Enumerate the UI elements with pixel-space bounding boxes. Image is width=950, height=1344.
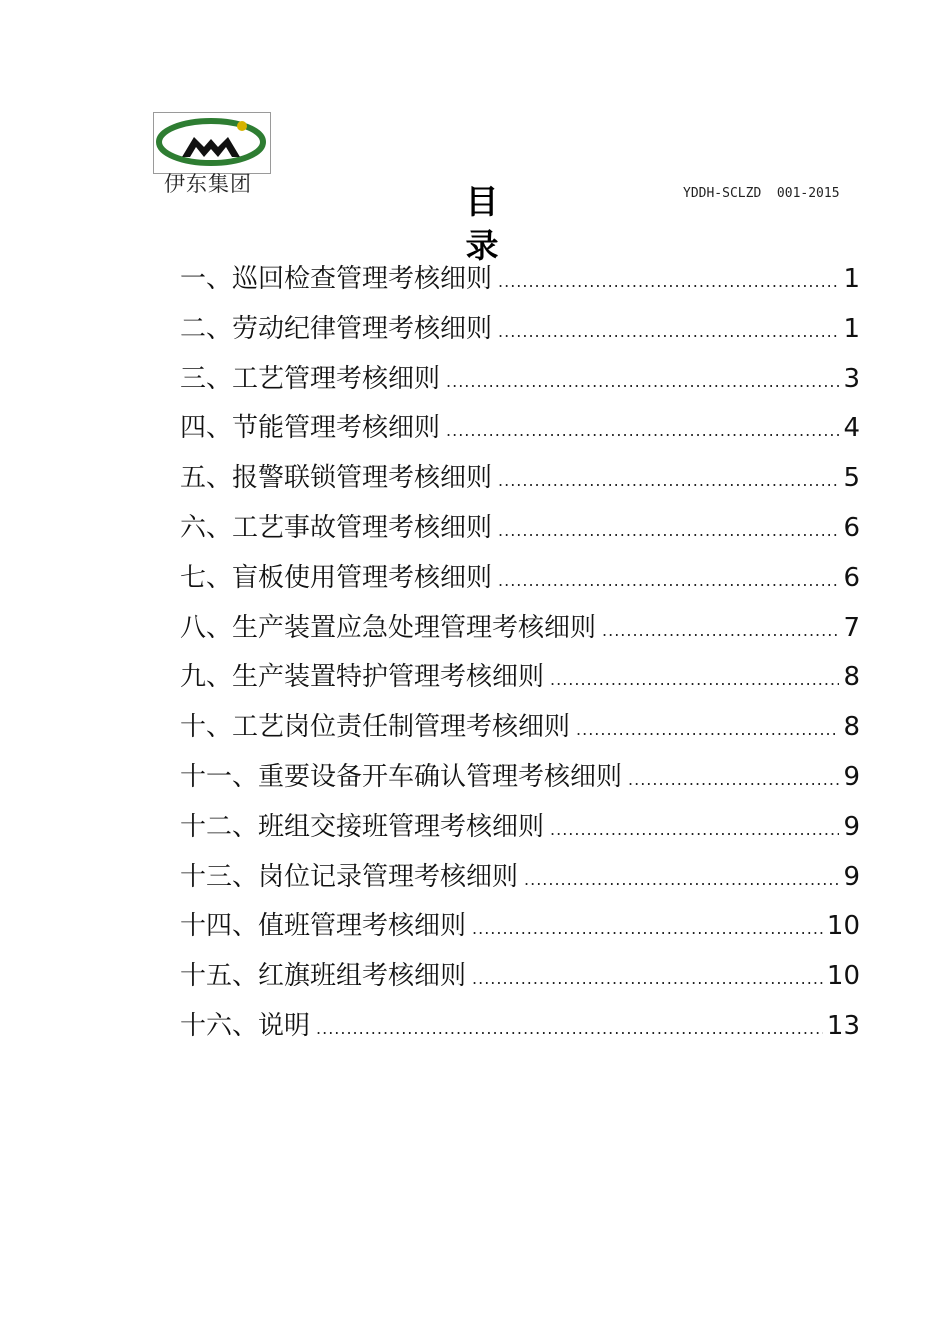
toc-entry[interactable] xyxy=(180,703,860,753)
toc-entry-label: 十二、班组交接班管理考核细则 xyxy=(180,811,545,842)
toc-entry-page: 7 xyxy=(843,612,860,643)
toc-entry-label: 十三、岗位记录管理考核细则 xyxy=(180,861,519,892)
toc-entry-label: 六、工艺事故管理考核细则 xyxy=(180,512,493,543)
toc-entry[interactable] xyxy=(180,454,860,504)
toc-entry-page: 3 xyxy=(843,363,860,394)
toc-entry-label: 四、节能管理考核细则 xyxy=(180,413,441,444)
toc-list xyxy=(180,255,860,1052)
toc-entry-page: 6 xyxy=(843,512,860,543)
toc-entry-page: 4 xyxy=(843,413,860,444)
toc-entry[interactable] xyxy=(180,653,860,703)
toc-entry-page: 8 xyxy=(843,712,860,743)
toc-entry-page: 9 xyxy=(843,761,860,792)
toc-entry[interactable] xyxy=(180,504,860,554)
toc-entry[interactable] xyxy=(180,952,860,1002)
toc-entry-page: 9 xyxy=(843,811,860,842)
document-code: YDDH-SCLZD 001-2015 xyxy=(683,186,840,201)
toc-entry[interactable] xyxy=(180,853,860,903)
toc-entry-page: 9 xyxy=(843,861,860,892)
toc-entry-page: 10 xyxy=(826,911,860,942)
toc-dot-leader xyxy=(446,357,839,407)
toc-dot-leader xyxy=(316,1004,823,1054)
toc-dot-leader xyxy=(628,755,839,805)
toc-entry[interactable] xyxy=(180,554,860,604)
toc-dot-leader xyxy=(498,456,839,506)
logo-emblem-icon xyxy=(154,113,270,173)
toc-dot-leader xyxy=(498,307,839,357)
toc-entry-label: 一、巡回检查管理考核细则 xyxy=(180,264,493,294)
toc-entry-label: 十、工艺岗位责任制管理考核细则 xyxy=(180,712,571,743)
toc-entry-page: 8 xyxy=(843,662,860,693)
toc-entry[interactable] xyxy=(180,255,860,305)
toc-entry-page: 1 xyxy=(843,264,860,294)
toc-entry-page: 1 xyxy=(843,313,860,344)
toc-entry-label: 十一、重要设备开车确认管理考核细则 xyxy=(180,761,623,792)
toc-dot-leader xyxy=(498,506,839,556)
toc-entry-label: 五、报警联锁管理考核细则 xyxy=(180,463,493,494)
toc-entry[interactable] xyxy=(180,902,860,952)
toc-entry-label: 十六、说明 xyxy=(180,1010,311,1041)
toc-entry[interactable] xyxy=(180,604,860,654)
toc-entry[interactable] xyxy=(180,803,860,853)
toc-dot-leader xyxy=(472,904,823,954)
company-name: 伊东集团 xyxy=(164,172,252,196)
company-logo xyxy=(153,112,271,174)
toc-dot-leader xyxy=(446,406,839,456)
toc-dot-leader xyxy=(602,606,839,656)
toc-dot-leader xyxy=(576,705,839,755)
toc-entry[interactable] xyxy=(180,753,860,803)
toc-entry[interactable] xyxy=(180,404,860,454)
toc-entry-label: 三、工艺管理考核细则 xyxy=(180,363,441,394)
toc-entry-label: 七、盲板使用管理考核细则 xyxy=(180,562,493,593)
toc-entry[interactable] xyxy=(180,355,860,405)
toc-entry-label: 二、劳动纪律管理考核细则 xyxy=(180,313,493,344)
toc-dot-leader xyxy=(550,655,839,705)
toc-entry[interactable] xyxy=(180,305,860,355)
toc-entry-label: 十五、红旗班组考核细则 xyxy=(180,961,467,992)
toc-entry-label: 九、生产装置特护管理考核细则 xyxy=(180,662,545,693)
toc-dot-leader xyxy=(498,257,839,307)
toc-dot-leader xyxy=(550,805,839,855)
toc-entry-page: 13 xyxy=(826,1010,860,1041)
toc-title: 目 录 xyxy=(465,182,515,265)
toc-dot-leader xyxy=(524,855,839,905)
toc-entry-label: 八、生产装置应急处理管理考核细则 xyxy=(180,612,597,643)
toc-dot-leader xyxy=(472,954,823,1004)
toc-entry-page: 6 xyxy=(843,562,860,593)
toc-dot-leader xyxy=(498,556,839,606)
toc-entry-page: 5 xyxy=(843,463,860,494)
toc-entry[interactable] xyxy=(180,1002,860,1052)
toc-entry-label: 十四、值班管理考核细则 xyxy=(180,911,467,942)
toc-entry-page: 10 xyxy=(826,961,860,992)
